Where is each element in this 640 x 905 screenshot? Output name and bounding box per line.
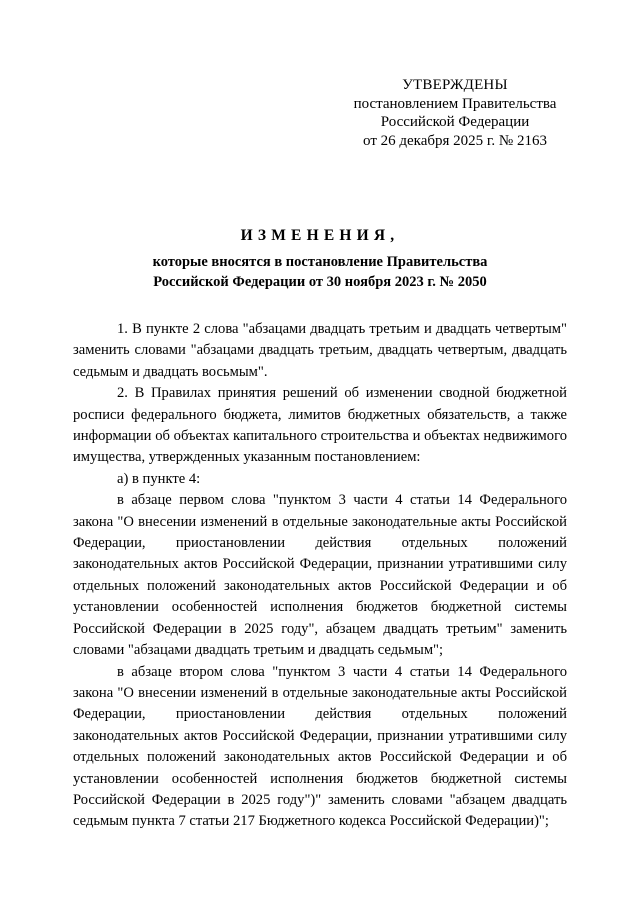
document-subtitle-line-1: которые вносятся в постановление Правительства (152, 254, 488, 270)
approval-stamp-block (330, 76, 580, 150)
approval-line-2: Российской Федерации (380, 114, 530, 130)
paragraph-item-1: 1. В пункте 2 слова "абзацами двадцать третьим и двадцать четвертым" заменить словами "абзацами двадцать третьим, двадцать четвертым, двадцать седьмым и двадцать восьмым". (73, 321, 567, 380)
approval-heading: УТВЕРЖДЕНЫ (402, 77, 508, 93)
approval-line-3: от 26 декабря 2025 г. № 2163 (363, 132, 547, 149)
approval-line-1: постановлением Правительства (353, 95, 557, 112)
document-body (73, 319, 567, 833)
document-subtitle-line-2: Российской Федерации от 30 ноября 2023 г. № 2050 (153, 273, 487, 290)
paragraph-item-2: 2. В Правилах принятия решений об изменении сводной бюджетной росписи федерального бюджета, лимитов бюджетных обязательств, а также информации об объектах капитального строительства и объектах недвижимого имущества, утвержденных указанным постановлением: (73, 385, 567, 466)
paragraph-first-abzac: в абзаце первом слова "пунктом 3 части 4 статьи 14 Федерального закона "О внесении изменений в отдельные законодательные акты Российской Федерации, приостановлении действия отдельных положений законодательных актов Российской Федерации, признании утратившими силу отдельных положений законодательных актов Российской Федерации и об установлении особенностей исполнения бюджетов бюджетной системы Российской Федерации в 2025 году", абзацем двадцать третьим" заменить словами "абзацами двадцать третьим и двадцать седьмым"; (73, 492, 567, 659)
paragraph-second-abzac: в абзаце втором слова "пунктом 3 части 4 статьи 14 Федерального закона "О внесении изменений в отдельные законодательные акты Российской Федерации, приостановлении действия отдельных положений законодательных актов Российской Федерации, признании утратившими силу отдельных положений законодательных актов Российской Федерации и об установлении особенностей исполнения бюджетов бюджетной системы Российской Федерации в 2025 году")" заменить словами "абзацем двадцать седьмым пункта 7 статьи 217 Бюджетного кодекса Российской Федерации)"; (73, 663, 567, 830)
document-title: ИЗМЕНЕНИЯ, (240, 227, 400, 244)
paragraph-subitem-a: а) в пункте 4: (117, 470, 201, 487)
document-title-block (60, 226, 580, 292)
